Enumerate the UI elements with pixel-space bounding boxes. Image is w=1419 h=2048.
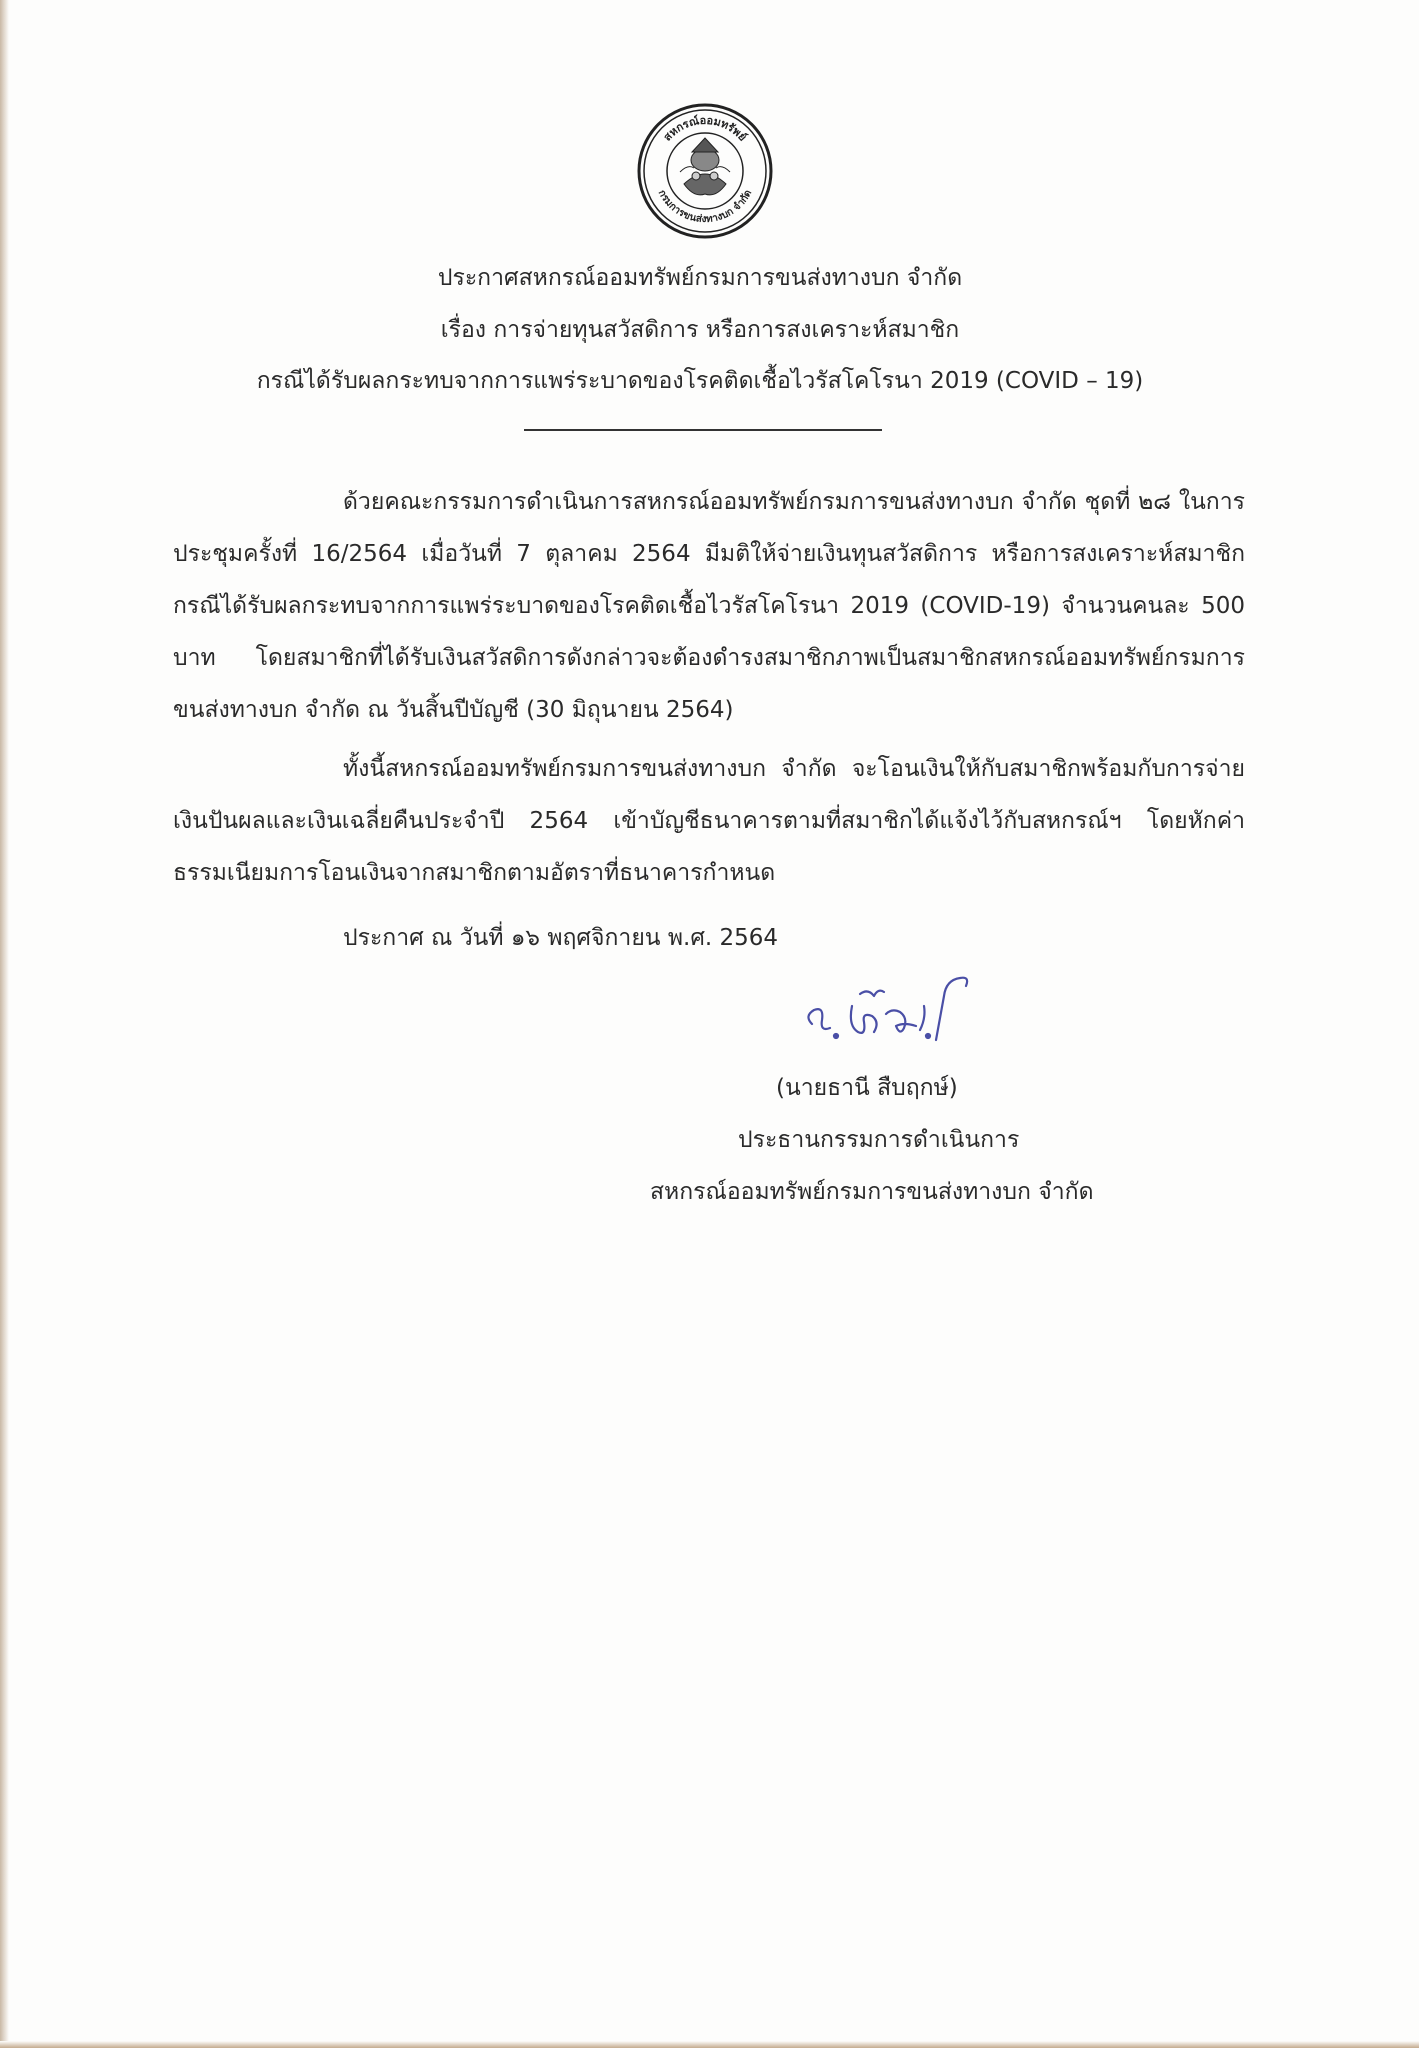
announcement-date: ประกาศ ณ วันที่ ๑๖ พฤศจิกายน พ.ศ. 2564 — [343, 925, 779, 951]
announcement-title: ประกาศสหกรณ์ออมทรัพย์กรมการขนส่งทางบก จำกัด — [437, 265, 963, 291]
signatory-position: ประธานกรรมการดำเนินการ — [738, 1127, 1020, 1153]
body-paragraph-2: ทั้งนี้สหกรณ์ออมทรัพย์กรมการขนส่งทางบก จำกัด จะโอนเงินให้กับสมาชิกพร้อมกับการจ่ายเงินปันผลและเงินเฉลี่ยคืนประจำปี 2564 เข้าบัญชีธนาคารตามที่สมาชิกได้แจ้งไว้กับสหกรณ์ฯ โดยหักค่าธรรมเนียมการโอนเงินจากสมาชิกตามอัตราที่ธนาคารกำหนด — [173, 756, 1245, 886]
announcement-subject-detail: กรณีได้รับผลกระทบจากการแพร่ระบาดของโรคติดเชื้อไวรัสโคโรนา 2019 (COVID – 19) — [256, 368, 1144, 394]
seal-icon — [636, 102, 774, 240]
cooperative-seal — [636, 102, 774, 240]
handwritten-signature — [800, 966, 990, 1056]
body-paragraph-1: ด้วยคณะกรรมการดำเนินการสหกรณ์ออมทรัพย์กรมการขนส่งทางบก จำกัด ชุดที่ ๒๘ ในการประชุมครั้งที่ 16/2564 เมื่อวันที่ 7 ตุลาคม 2564 มีมติให้จ่ายเงินทุนสวัสดิการ หรือการสงเคราะห์สมาชิก กรณีได้รับผลกระทบจากการแพร่ระบาดของโรคติดเชื้อไวรัสโคโรนา 2019 (COVID-19) จำนวนคนละ 500 บาท โดยสมาชิกที่ได้รับเงินสวัสดิการดังกล่าวจะต้องดำรงสมาชิกภาพเป็นสมาชิกสหกรณ์ออมทรัพย์กรมการขนส่งทางบก จำกัด ณ วันสิ้นปีบัญชี (30 มิถุนายน 2564) — [173, 489, 1245, 723]
signature-icon — [800, 966, 990, 1056]
signatory-name: (นายธานี สืบฤกษ์) — [776, 1075, 958, 1101]
page-edge-bottom — [0, 2041, 1419, 2048]
signatory-organization: สหกรณ์ออมทรัพย์กรมการขนส่งทางบก จำกัด — [650, 1179, 1094, 1205]
svg-text:สหกรณ์ออมทรัพย์: สหกรณ์ออมทรัพย์ — [660, 113, 750, 144]
announcement-subject: เรื่อง การจ่ายทุนสวัสดิการ หรือการสงเคราะห์สมาชิก — [440, 317, 960, 343]
title-divider — [524, 429, 882, 431]
page-edge-left — [0, 0, 9, 2048]
svg-text:กรมการขนส่งทางบก จำกัด: กรมการขนส่งทางบก จำกัด — [655, 188, 755, 226]
